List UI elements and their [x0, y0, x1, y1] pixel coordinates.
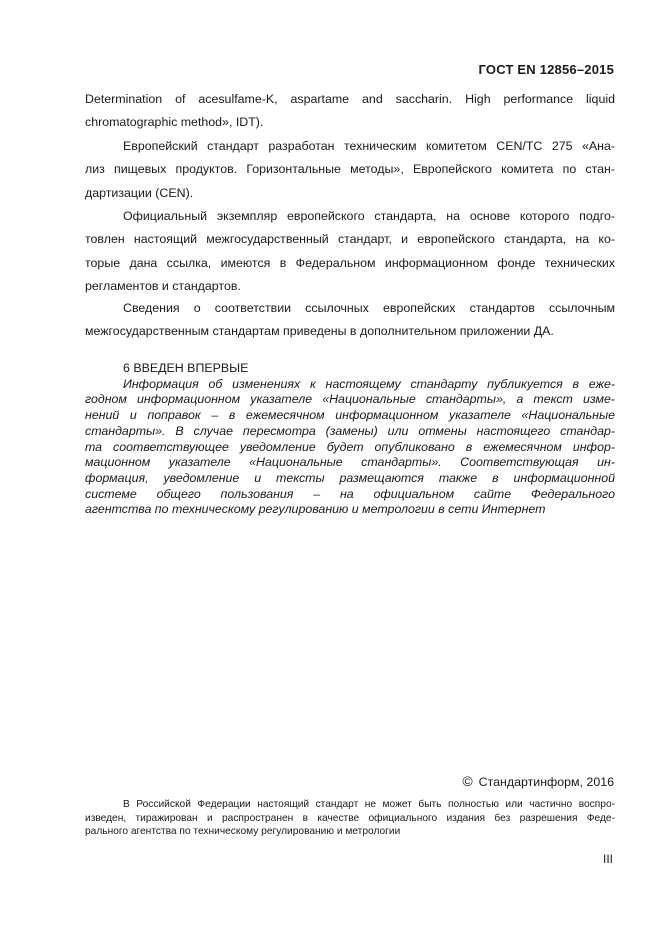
- text-line: торые дана ссылка, имеются в Федеральном информационном фонде технических: [85, 255, 615, 270]
- text-line: та соответствующее уведомление будет опубликовано в ежемесячном инфор-: [85, 439, 615, 454]
- text-line: годном информационном указателе «Национальные стандарты», а текст изме-: [85, 392, 615, 407]
- section-6-title: 6 ВВЕДЕН ВПЕРВЫЕ: [123, 361, 249, 375]
- text-line: стандарты». В случае пересмотра (замены) или отмены настоящего стандар-: [85, 423, 615, 438]
- text-line: Информация об изменениях к настоящему стандарту публикуется в еже-: [123, 376, 615, 391]
- text-line: товлен настоящий межгосударственный стандарт, и европейского стандарта, на ко-: [85, 232, 615, 247]
- copyright-symbol: ©: [462, 773, 473, 789]
- footnote-line: В Российской Федерации настоящий стандарт не может быть полностью или частично воспро-: [123, 799, 615, 810]
- text-line: формация, уведомление и тексты размещаются также в информационной: [85, 470, 615, 485]
- document-code-header: ГОСТ EN 12856–2015: [478, 62, 614, 77]
- text-line: Официальный экземпляр европейского стандарта, на основе которого подго-: [123, 209, 615, 223]
- text-line: дартизации (CEN).: [85, 185, 194, 200]
- text-line: нений и поправок – в ежемесячном информационном указателе «Национальные: [85, 408, 615, 423]
- text-line: лиз пищевых продуктов. Горизонтальные методы», Европейского комитета по стан-: [85, 162, 615, 177]
- page-number: III: [602, 852, 613, 866]
- text-line: chromatographic method», IDT).: [85, 115, 264, 130]
- footnote-line: изведен, тиражирован и распространен в качестве официального издания без разрешения Феде-: [85, 812, 615, 824]
- text-line: Европейский стандарт разработан техническим комитетом CEN/TC 275 «Ана-: [123, 139, 615, 153]
- text-line: Сведения о соответствии ссылочных европейских стандартов ссылочным: [123, 301, 615, 315]
- paragraph-official-copy: [85, 205, 615, 298]
- text-line: агентства по техническому регулированию и метрологии в сети Интернет: [85, 502, 546, 517]
- text-line: мационном указателе «Национальные стандарты». Соответствующая ин-: [85, 455, 615, 470]
- footnote: [85, 798, 615, 839]
- text-line: межгосударственным стандартам приведены в дополнительном приложении ДА.: [85, 324, 554, 339]
- text-line: Determination of acesulfame-K, aspartame and saccharin. High performance liquid: [85, 92, 615, 106]
- text-line: регламентов и стандартов.: [85, 278, 241, 293]
- section-6: [85, 361, 615, 518]
- copyright: [462, 773, 614, 789]
- paragraph-committee: [85, 135, 615, 205]
- copyright-text: Стандартинформ, 2016: [478, 775, 614, 789]
- paragraph-standard-title-cont: [85, 88, 615, 135]
- text-line: системе общего пользования – на официальном сайте Федерального: [85, 486, 615, 501]
- paragraph-reference-standards: [85, 297, 615, 344]
- footnote-line: рального агентства по техническому регулированию и метрологии: [85, 826, 401, 838]
